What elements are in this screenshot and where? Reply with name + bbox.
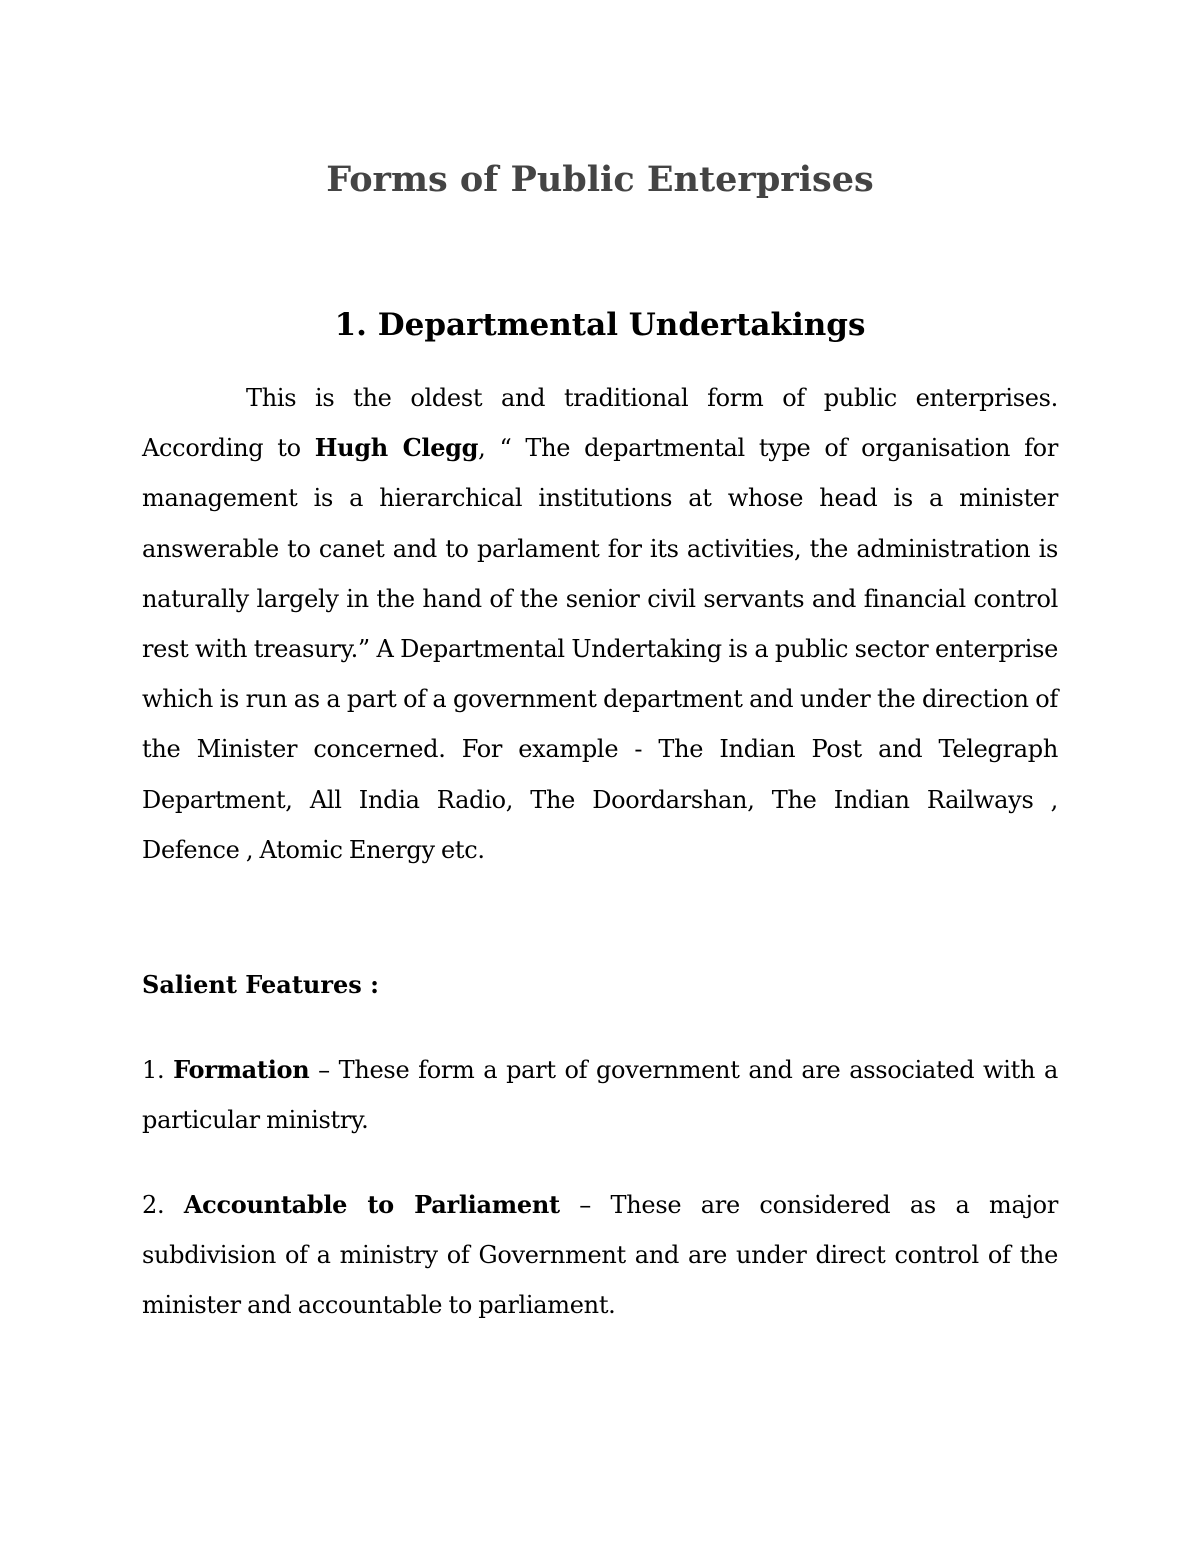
feature-number: 1.: [142, 1056, 174, 1084]
feature-item: [142, 1180, 1058, 1331]
feature-term: Accountable to Parliament: [183, 1190, 560, 1219]
feature-term: Formation: [173, 1055, 310, 1084]
feature-description: – These are considered as a major subdivision of a ministry of Government and are under direct control of the minister and accountable to parliament.: [142, 1191, 1058, 1320]
feature-number: 2.: [142, 1191, 184, 1219]
intro-text-rest: , “ The departmental type of organisation for management is a hierarchical institutions at whose head is a minister answerable to canet and to parlament for its activities, the administration is naturally largely in the hand of the senior civil servants and financial control rest with treasury.” A Departmental Undertaking is a public sector enterprise which is run as a part of a government department and under the direction of the Minister concerned. For example - The Indian Post and Telegraph Department, All India Radio, The Doordarshan, The Indian Railways , Defence , Atomic Energy etc.: [142, 434, 1058, 864]
feature-description: – These form a part of government and are associated with a particular ministry.: [142, 1056, 1058, 1135]
feature-item: [142, 1045, 1058, 1145]
author-name: Hugh Clegg: [314, 433, 479, 463]
section-heading: 1. Departmental Undertakings: [334, 307, 866, 343]
intro-text-start: This is the oldest and traditional form of public enterprises. According to: [142, 384, 1058, 463]
salient-features-heading: Salient Features :: [142, 970, 379, 999]
document-title: Forms of Public Enterprises: [326, 159, 874, 200]
intro-paragraph: [142, 373, 1058, 875]
